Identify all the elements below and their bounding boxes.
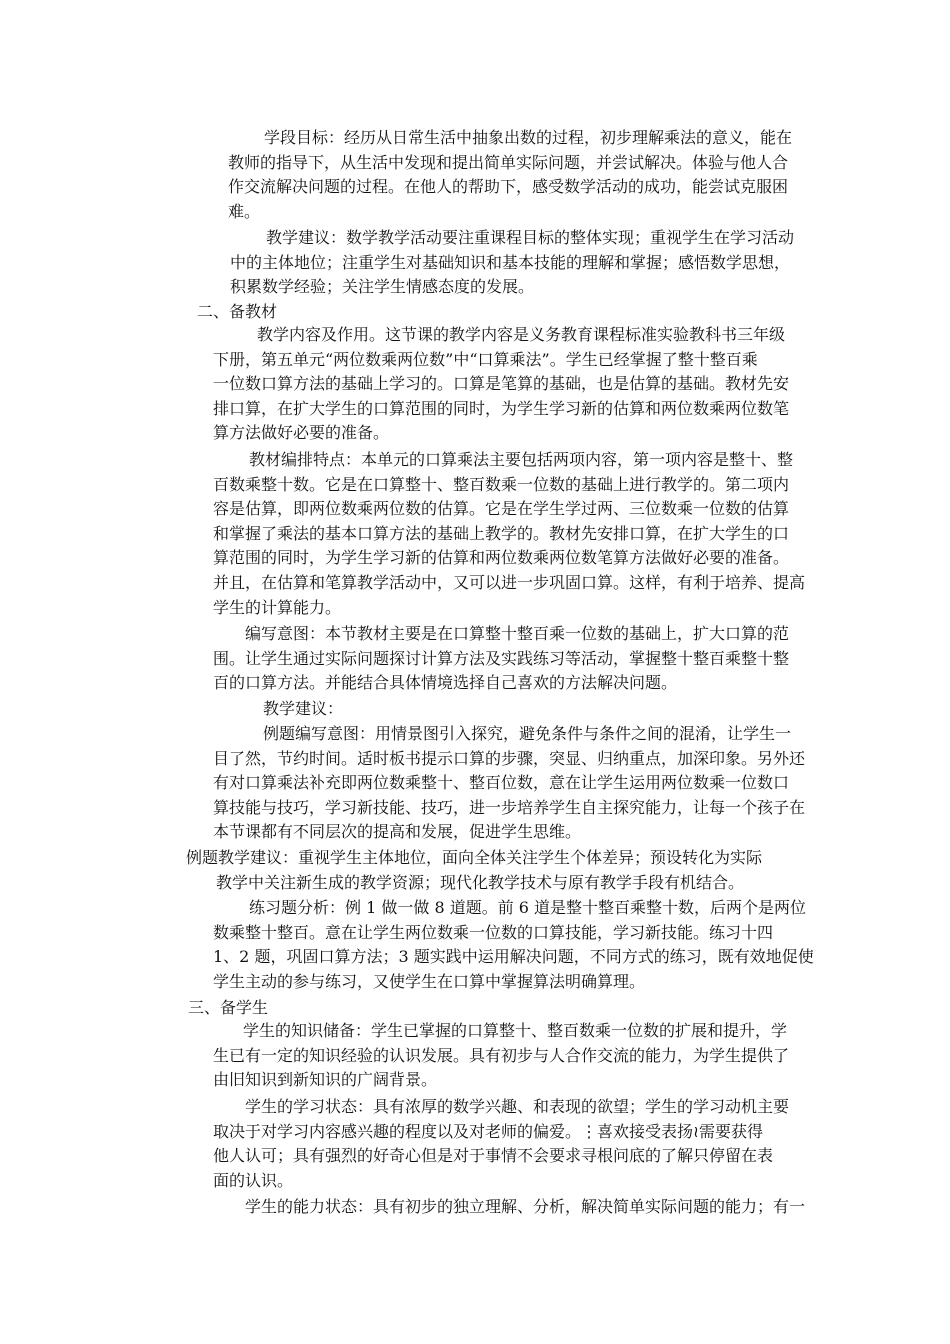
text-line: 教学建议： [263, 699, 344, 718]
text-line: 学段目标：经历从日常生活中抽象出数的过程，初步理解乘法的意义，能在 [264, 128, 793, 147]
paragraph-knowledge-reserve [213, 1019, 810, 1093]
text-line: 下册，第五单元“两位数乘两位数”中“口算乘法”。学生已经掌握了整十整百乘 [213, 349, 758, 369]
paragraph-teaching-suggestion [230, 226, 810, 300]
text-line: 取决于对学习内容感兴趣的程度以及对老师的偏爱。⋮喜欢接受表扬≀需要获得 [213, 1121, 764, 1141]
text-line: 排口算，在扩大学生的口算范围的同时，为学生学习新的估算和两位数乘两位数笔 [213, 398, 790, 418]
text-line: 一位数口算方法的基础上学习的。口算是笔算的基础，也是估算的基础。教材先安 [213, 374, 790, 394]
text-line: 目了然，节约时间。适时板书提示口算的步骤，突显、归纳重点，加深印象。另外还 [213, 748, 806, 768]
text-line: 学生的能力状态：具有初步的独立理解、分析，解决简单实际问题的能力；有一 [245, 1197, 806, 1216]
paragraph-teaching-content [213, 323, 810, 446]
text-line: 教学内容及作用。这节课的教学内容是义务教育课程标准实验教科书三年级 [257, 325, 786, 344]
text-line: 数乘整十整百。意在让学生两位数乘一位数的口算技能，学习新技能。练习十四 [213, 922, 774, 942]
text-line: 由旧知识到新知识的广阔背景。 [213, 1070, 438, 1090]
text-line: 教学中关注新生成的教学资源；现代化教学技术与原有教学手段有机结合。 [216, 872, 745, 892]
text-line: 1、2 题，巩固口算方法；3 题实践中运用解决问题，不同方式的练习，既有效地促使 [213, 947, 814, 967]
text-line: 他人认可；具有强烈的好奇心但是对于事情不会要求寻根问底的了解只停留在表 [213, 1146, 774, 1166]
text-line: 中的主体地位；注重学生对基础知识和基本技能的理解和掌握；感悟数学思想， [230, 252, 791, 272]
text-line: 学生的知识储备：学生已掌握的口算整十、整百数乘一位数的扩展和提升，学 [243, 1021, 788, 1040]
text-line: 和掌握了乘法的基本口算方法的基础上教学的。教材先安排口算，在扩大学生的口 [213, 523, 790, 543]
text-line: 例题编写意图：用情景图引入探究，避免条件与条件之间的混淆，让学生一 [263, 724, 792, 743]
text-line: 学生的计算能力。 [213, 597, 342, 617]
text-line: 算技能与技巧，学习新技能、技巧，进一步培养学生自主探究能力，让每一个孩子在 [213, 797, 806, 817]
text-line: 容是估算，即两位数乘两位数的估算。它是在学生学过两、三位数乘一位数的估算 [213, 499, 790, 519]
text-line: 围。让学生通过实际问题探讨计算方法及实践练习等活动，掌握整十整百乘整十整 [213, 648, 790, 668]
text-line: 百的口算方法。并能结合具体情境选择自己喜欢的方法解决问题。 [213, 673, 678, 693]
text-line: 本节课都有不同层次的提高和发展，促进学生思维。 [213, 822, 582, 842]
paragraph-example-suggestion [186, 846, 810, 895]
text-line: 学生主动的参与练习，又使学生在口算中掌握算法明确算理。 [213, 971, 646, 991]
text-line: 生已有一定的知识经验的认识发展。具有初步与人合作交流的能力，为学生提供了 [213, 1045, 790, 1065]
paragraph-ability-state [213, 1195, 810, 1220]
text-line: 算范围的同时，为学生学习新的估算和两位数乘两位数笔算方法做好必要的准备。 [213, 548, 790, 568]
text-line: 有对口算乘法补充即两位数乘整十、整百位数，意在让学生运用两位数乘一位数口 [213, 773, 790, 793]
text-line: 并且，在估算和笔算教学活动中，又可以进一步巩固口算。这样，有利于培养、提高 [213, 572, 806, 592]
text-line: 难。 [228, 201, 261, 221]
text-line: 算方法做好必要的准备。 [213, 423, 390, 443]
section-heading-textbook: 二、备教材 [197, 302, 278, 321]
text-line: 教师的指导下，从生活中发现和提出简单实际问题，并尝试解决。体验与他人合 [228, 152, 789, 172]
paragraph-exercise-analysis [213, 896, 814, 994]
text-line: 学生的学习状态：具有浓厚的数学兴趣、和表现的欲望；学生的学习动机主要 [245, 1097, 790, 1116]
text-line: 编写意图：本节教材主要是在口算整十整百乘一位数的基础上，扩大口算的范 [245, 624, 790, 643]
text-line: 教材编排特点：本单元的口算乘法主要包括两项内容，第一项内容是整十、整 [249, 450, 794, 469]
paragraph-learning-goal [228, 126, 810, 224]
section-heading-students: 三、备学生 [188, 998, 269, 1017]
text-line: 积累数学经验；关注学生情感态度的发展。 [230, 277, 535, 297]
text-line: 作交流解决问题的过程。在他人的帮助下，感受数学活动的成功，能尝试克服困 [228, 177, 789, 197]
paragraph-textbook-features [213, 448, 810, 620]
text-line: 练习题分析：例 1 做一做 8 道题。前 6 道是整十整百乘整十数，后两个是两位 [249, 898, 807, 917]
text-line: 例题教学建议：重视学生主体地位，面向全体关注学生个体差异；预设转化为实际 [186, 848, 763, 867]
paragraph-example-intent [213, 722, 810, 845]
text-line: 百数乘整十数。它是在口算整十、整百数乘一位数的基础上进行教学的。第二项内 [213, 474, 790, 494]
text-line: 面的认识。 [213, 1170, 294, 1190]
paragraph-teaching-suggestion-label [213, 697, 810, 722]
paragraph-learning-state [213, 1095, 810, 1193]
paragraph-writing-intent [213, 622, 810, 696]
text-line: 教学建议：数学教学活动要注重课程目标的整体实现；重视学生在学习活动 [266, 228, 795, 247]
